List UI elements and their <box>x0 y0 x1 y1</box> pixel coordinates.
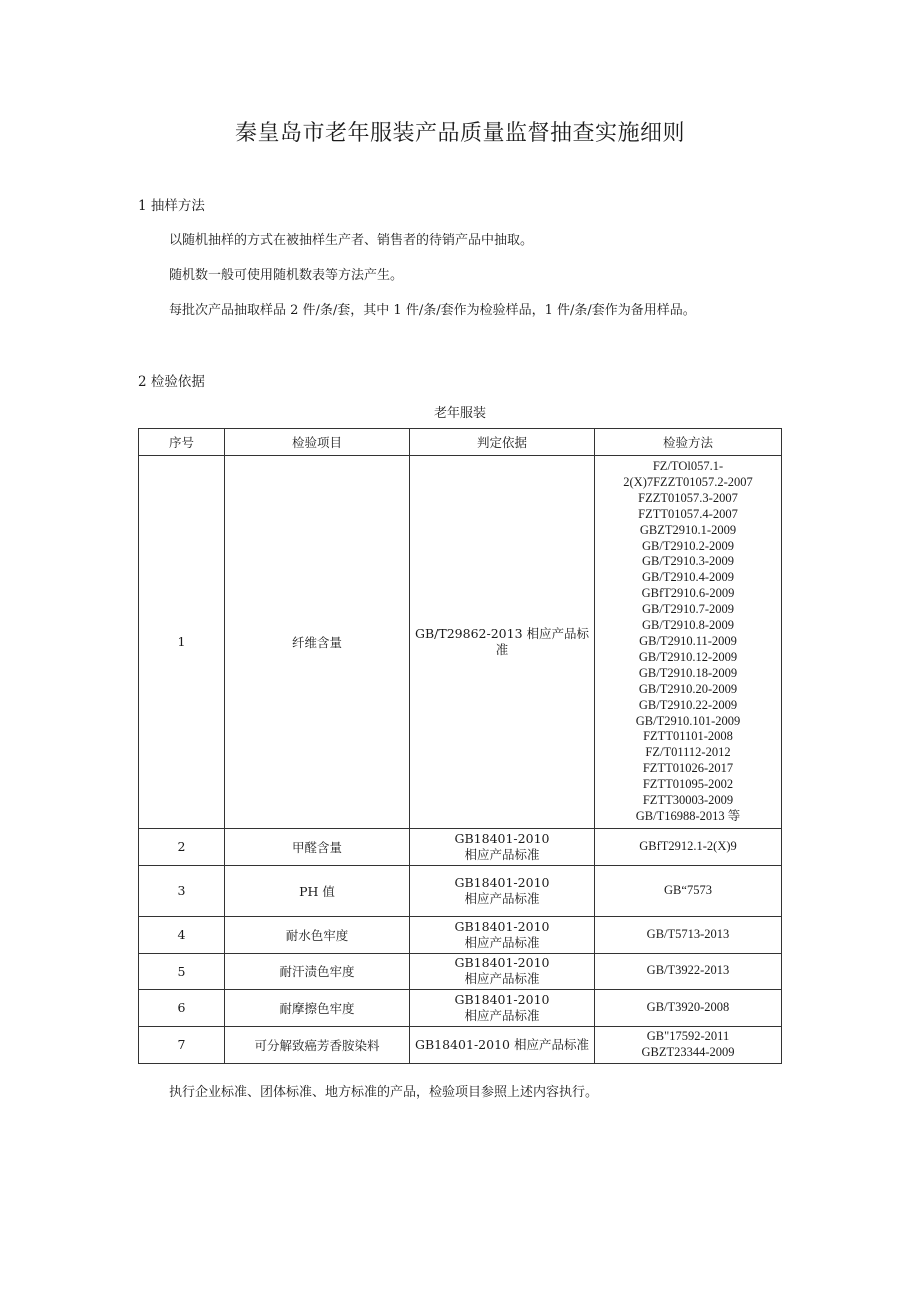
header-method: 检验方法 <box>595 429 782 456</box>
method-line: GB/T2910.18-2009 <box>638 665 738 680</box>
section-1-heading: 1 抽样方法 <box>138 198 205 214</box>
cell-method <box>595 828 782 865</box>
paragraph-random-number: 随机数一般可使用随机数表等方法产生。 <box>169 268 404 283</box>
inspection-table <box>138 428 782 1064</box>
table-row <box>139 916 782 953</box>
table-row <box>139 828 782 865</box>
basis-line: 相应产品标准 <box>464 971 540 987</box>
method-line: GB/T2910.22-2009 <box>638 697 738 712</box>
cell-item: 甲醛含量 <box>225 828 410 865</box>
method-line: GB/T2910.3-2009 <box>641 554 734 569</box>
cell-no: 7 <box>139 1026 225 1063</box>
cell-basis <box>410 916 595 953</box>
basis-line: GB18401-2010 相应产品标准 <box>415 1036 589 1052</box>
method-line: FZTT01095-2002 <box>642 777 734 792</box>
footer-note: 执行企业标准、团体标准、地方标准的产品，检验项目参照上述内容执行。 <box>169 1085 599 1100</box>
table-header-row <box>139 429 782 456</box>
method-line: GB“7573 <box>664 882 712 897</box>
basis-line: GB18401-2010 <box>454 874 550 890</box>
method-line: GB"17592-2011 <box>646 1028 730 1043</box>
cell-item: 耐水色牢度 <box>225 916 410 953</box>
table-row <box>139 865 782 916</box>
basis-line: 相应产品标准 <box>464 934 540 950</box>
basis-line: 相应产品标准 <box>464 890 540 906</box>
table-row <box>139 989 782 1026</box>
method-line: GBZT2910.1-2009 <box>639 522 737 537</box>
method-line: GBZT23344-2009 <box>641 1044 735 1059</box>
method-line: FZZT01057.3-2007 <box>638 490 738 505</box>
basis-line: GB/T29862-2013 相应产品标准 <box>415 625 589 657</box>
cell-basis <box>410 1026 595 1063</box>
cell-basis <box>410 828 595 865</box>
cell-no: 5 <box>139 953 225 989</box>
method-line: GB/T2910.2-2009 <box>641 538 734 553</box>
method-line: GBfT2910.6-2009 <box>641 586 735 601</box>
paragraph-sampling-method: 以随机抽样的方式在被抽样生产者、销售者的待销产品中抽取。 <box>169 233 534 248</box>
method-line: GB/T16988-2013 等 <box>635 808 741 823</box>
cell-no: 4 <box>139 916 225 953</box>
method-line: FZ/T01112-2012 <box>645 745 731 760</box>
cell-method <box>595 1026 782 1063</box>
method-line: GB/T2910.4-2009 <box>641 570 734 585</box>
table-row <box>139 1026 782 1063</box>
header-item: 检验项目 <box>225 429 410 456</box>
cell-method <box>595 916 782 953</box>
method-line: GB/T2910.7-2009 <box>641 602 734 617</box>
basis-line: 相应产品标准 <box>464 1007 540 1023</box>
cell-basis <box>410 865 595 916</box>
cell-no: 3 <box>139 865 225 916</box>
basis-line: GB18401-2010 <box>454 955 550 971</box>
basis-line: GB18401-2010 <box>454 918 550 934</box>
section-2-heading: 2 检验依据 <box>138 374 205 390</box>
cell-item: 耐汗渍色牢度 <box>225 953 410 989</box>
cell-basis <box>410 953 595 989</box>
method-line: FZTT30003-2009 <box>642 793 734 808</box>
method-line: FZTT01057.4-2007 <box>638 506 738 521</box>
cell-item: 可分解致癌芳香胺染料 <box>225 1026 410 1063</box>
cell-basis <box>410 989 595 1026</box>
table-caption: 老年服装 <box>433 406 486 421</box>
basis-line: 相应产品标准 <box>464 846 540 862</box>
document-title: 秦皇岛市老年服装产品质量监督抽查实施细则 <box>234 121 685 146</box>
basis-line: GB18401-2010 <box>454 991 550 1007</box>
cell-no: 2 <box>139 828 225 865</box>
cell-item: PH 值 <box>225 865 410 916</box>
method-line: GB/T2910.11-2009 <box>639 633 737 648</box>
cell-method <box>595 456 782 829</box>
cell-item: 耐摩擦色牢度 <box>225 989 410 1026</box>
method-line: GBfT2912.1-2(X)9 <box>639 838 737 853</box>
method-line: GB/T2910.101-2009 <box>635 713 741 728</box>
method-line: FZTT01101-2008 <box>643 729 733 744</box>
method-line: GB/T5713-2013 <box>646 926 730 941</box>
method-line: GB/T2910.20-2009 <box>638 681 738 696</box>
cell-no: 1 <box>139 456 225 829</box>
method-line: GB/T3920-2008 <box>646 999 730 1014</box>
method-line: GB/T2910.12-2009 <box>638 649 738 664</box>
table-row <box>139 953 782 989</box>
cell-method <box>595 865 782 916</box>
method-line: FZ/TOl057.1- <box>652 459 724 473</box>
table-row <box>139 456 782 829</box>
method-line: GB/T3922-2013 <box>646 963 730 978</box>
basis-line: GB18401-2010 <box>454 830 550 846</box>
cell-basis <box>410 456 595 829</box>
cell-item: 纤维含量 <box>225 456 410 829</box>
method-line: FZTT01026-2017 <box>642 761 734 776</box>
header-no: 序号 <box>139 429 225 456</box>
paragraph-sample-quantity: 每批次产品抽取样品 2 件/条/套，其中 1 件/条/套作为检验样品，1 件/条/套作为备用样品。 <box>169 303 696 318</box>
cell-method <box>595 989 782 1026</box>
method-line: GB/T2910.8-2009 <box>641 618 734 633</box>
cell-method <box>595 953 782 989</box>
cell-no: 6 <box>139 989 225 1026</box>
method-line: 2(X)7FZZT01057.2-2007 <box>623 474 753 489</box>
header-basis: 判定依据 <box>410 429 595 456</box>
